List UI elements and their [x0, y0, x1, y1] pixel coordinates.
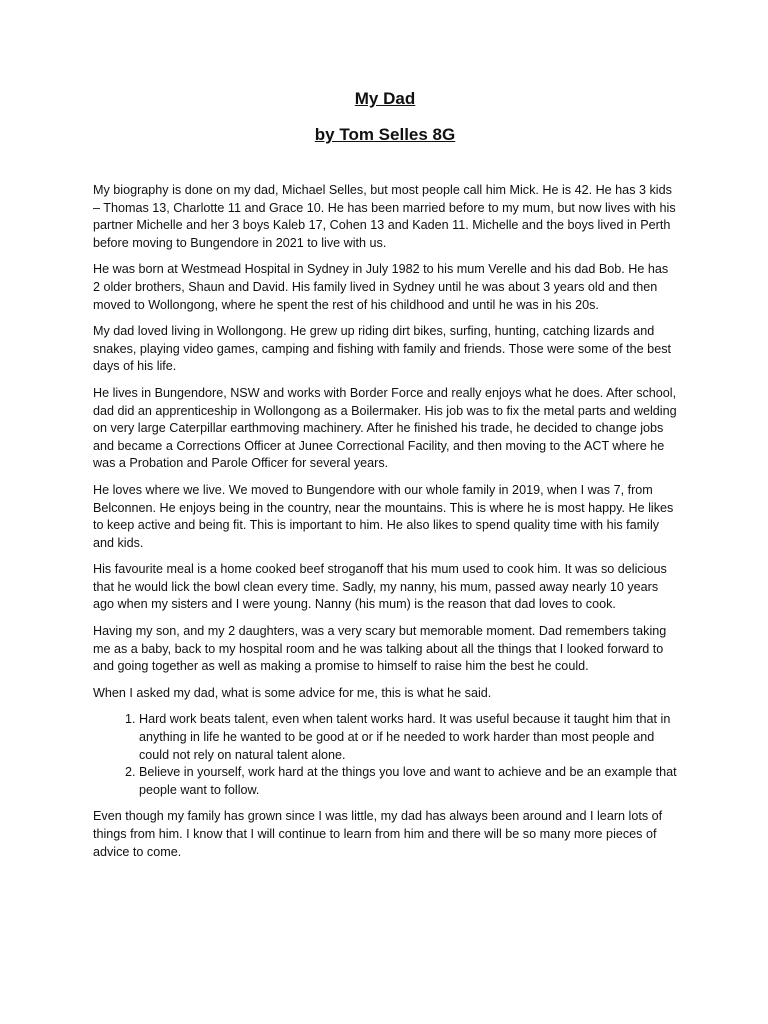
paragraph-memorable-moment: Having my son, and my 2 daughters, was a very scary but memorable moment. Dad remembers taking me as a baby, back to my hospital room and he was talking about all the things that I looked forward to and going together as well as making a promise to himself to raise him the best he could.	[93, 624, 667, 674]
paragraph-career: He lives in Bungendore, NSW and works with Border Force and really enjoys what he does. After school, dad did an apprenticeship in Wollongong as a Boilermaker. His job was to fix the metal parts and welding on very large Caterpillar earthmoving machinery. After he finished his trade, he decided to change jobs and became a Corrections Officer at Junee Correctional Facility, and then moving to the ACT where he was a Probation and Parole Officer for several years.	[93, 385, 677, 471]
paragraph-birth: He was born at Westmead Hospital in Sydney in July 1982 to his mum Verelle and his dad Bob. He has 2 older brothers, Shaun and David. His family lived in Sydney until he was about 3 years old and then moved to Wollongong, where he spent the rest of his childhood and until he was in his 20s.	[93, 262, 669, 312]
advice-list	[93, 711, 677, 799]
advice-item: 1. Hard work beats talent, even when talent works hard. It was useful because it taught him that in anything in life he wanted to be good at or if he needed to work harder than most people and could not rely on natural talent alone.	[139, 711, 677, 764]
paragraph-intro: My biography is done on my dad, Michael Selles, but most people call him Mick. He is 42. He has 3 kids – Thomas 13, Charlotte 11 and Grace 10. He has been married before to my mum, but now lives with his partner Michelle and her 3 boys Kaleb 17, Cohen 13 and Kaden 11. Michelle and the boys lived in Perth before moving to Bungendore in 2021 to live with us.	[93, 183, 676, 250]
paragraph-closing: Even though my family has grown since I was little, my dad has always been around and I learn lots of things from him. I know that I will continue to learn from him and there will be so many more pieces of advice to come.	[93, 809, 663, 859]
paragraph-favourite-meal: His favourite meal is a home cooked beef stroganoff that his mum used to cook him. It was so delicious that he would lick the bowl clean every time. Sadly, my nanny, his mum, passed away nearly 10 years ago when my sisters and I were young. Nanny (his mum) is the reason that dad loves to cook.	[93, 562, 667, 612]
advice-item: 2. Believe in yourself, work hard at the things you love and want to achieve and be an example that people want to follow.	[139, 764, 677, 799]
paragraph-wollongong: My dad loved living in Wollongong. He grew up riding dirt bikes, surfing, hunting, catching lizards and snakes, playing video games, camping and fishing with family and friends. Those were some of the best days of his life.	[93, 324, 671, 374]
paragraph-bungendore: He loves where we live. We moved to Bungendore with our whole family in 2019, when I was 7, from Belconnen. He enjoys being in the country, near the mountains. This is where he is most happy. He likes to keep active and being fit. This is important to him. He also likes to spend quality time with his family and kids.	[93, 482, 674, 550]
document-page	[93, 86, 677, 870]
paragraph-advice-intro: When I asked my dad, what is some advice for me, this is what he said.	[93, 685, 492, 700]
document-title: My Dad	[354, 89, 416, 108]
document-body	[93, 182, 677, 861]
document-subtitle: by Tom Selles 8G	[314, 125, 456, 144]
